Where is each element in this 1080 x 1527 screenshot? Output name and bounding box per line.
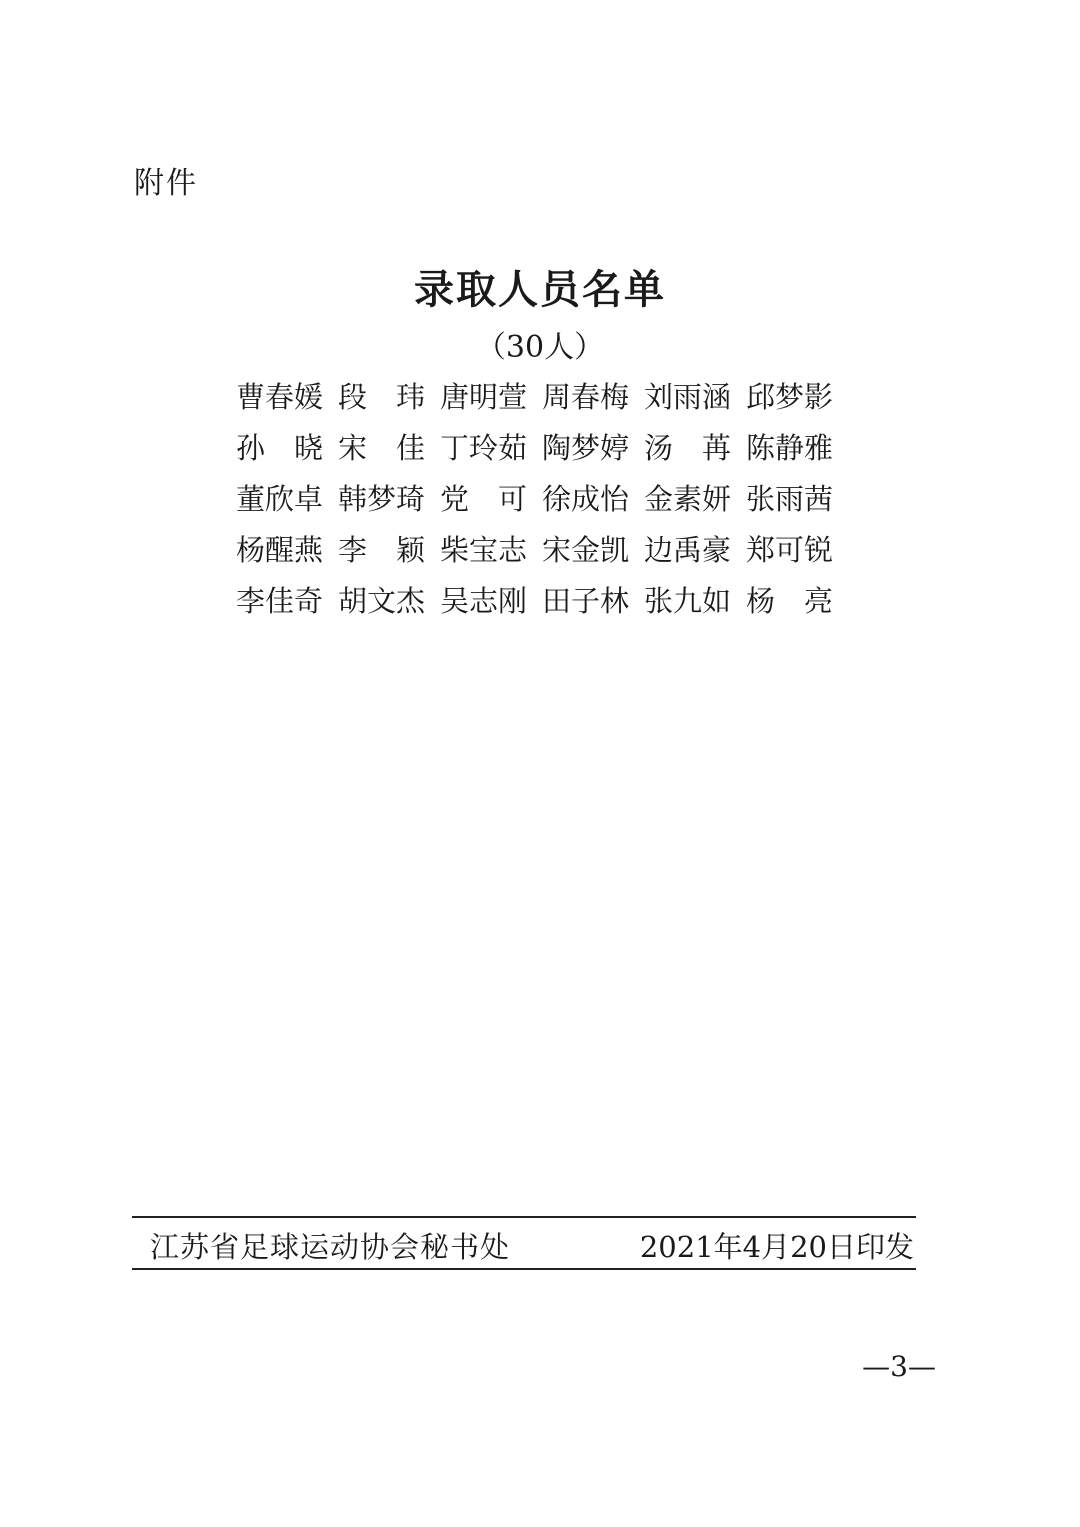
admitted-name: 李 颖 [338, 533, 426, 567]
name-row [236, 472, 836, 523]
admitted-name: 邱 梦 影 [746, 380, 834, 414]
admitted-name: 胡 文 杰 [338, 584, 426, 618]
admitted-names-list [236, 370, 836, 625]
admitted-name: 丁 玲 茹 [440, 431, 528, 465]
document-title: 录取人员名单 [414, 266, 666, 313]
admitted-name: 李 佳 奇 [236, 584, 324, 618]
issuer: 江苏省足球运动协会秘书处 [150, 1230, 511, 1264]
issue-date: 2021年4月20日印发 [639, 1230, 914, 1264]
name-row [236, 421, 836, 472]
people-count: （30人） [475, 330, 605, 365]
admitted-name: 宋 金 凯 [542, 533, 630, 567]
name-row [236, 523, 836, 574]
page-number: —3— [862, 1350, 936, 1383]
admitted-name: 柴 宝 志 [440, 533, 528, 567]
admitted-name: 张 雨 茜 [746, 482, 834, 516]
admitted-name: 宋 佳 [338, 431, 426, 465]
name-row [236, 574, 836, 625]
admitted-name: 田 子 林 [542, 584, 630, 618]
admitted-name: 周 春 梅 [542, 380, 630, 414]
admitted-name: 韩 梦 琦 [338, 482, 426, 516]
admitted-name: 董 欣 卓 [236, 482, 324, 516]
admitted-name: 刘 雨 涵 [644, 380, 732, 414]
admitted-name: 杨 醒 燕 [236, 533, 324, 567]
admitted-name: 徐 成 怡 [542, 482, 630, 516]
admitted-name: 张 九 如 [644, 584, 732, 618]
admitted-name: 陈 静 雅 [746, 431, 834, 465]
attachment-label: 附件 [134, 166, 198, 201]
admitted-name: 金 素 妍 [644, 482, 732, 516]
admitted-name: 曹 春 媛 [236, 380, 324, 414]
admitted-name: 唐 明 萱 [440, 380, 528, 414]
admitted-name: 吴 志 刚 [440, 584, 528, 618]
admitted-name: 汤 苒 [644, 431, 732, 465]
footer-top-rule [132, 1216, 916, 1218]
admitted-name: 杨 亮 [746, 584, 834, 618]
admitted-name: 边 禹 豪 [644, 533, 732, 567]
footer-bottom-rule [132, 1268, 916, 1270]
name-row [236, 370, 836, 421]
admitted-name: 段 玮 [338, 380, 426, 414]
admitted-name: 党 可 [440, 482, 528, 516]
admitted-name: 孙 晓 [236, 431, 324, 465]
admitted-name: 郑 可 锐 [746, 533, 834, 567]
admitted-name: 陶 梦 婷 [542, 431, 630, 465]
